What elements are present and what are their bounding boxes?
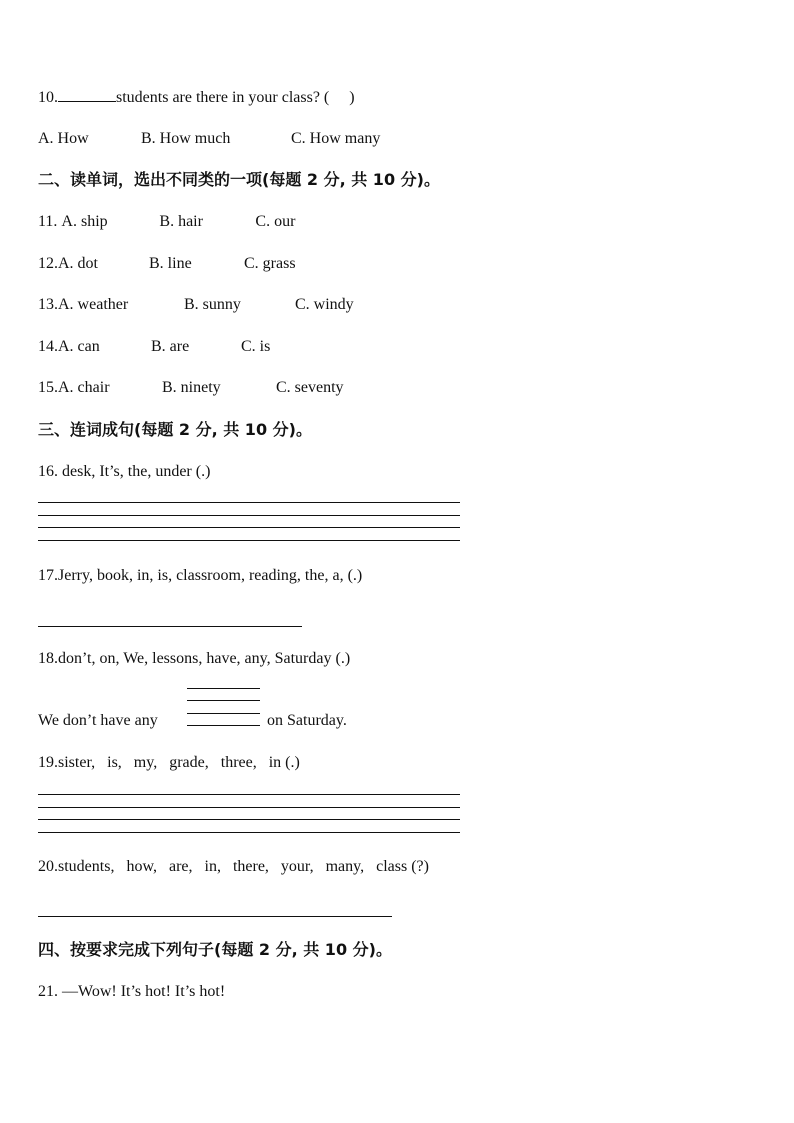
question-20: 20.students, how, are, in, there, your, many, class (?) <box>38 858 429 875</box>
answer-line[interactable] <box>38 502 460 503</box>
question-21: 21. —Wow! It’s hot! It’s hot! <box>38 983 226 1000</box>
question-15 <box>38 378 344 398</box>
option-c[interactable]: C. seventy <box>276 379 344 396</box>
option-b[interactable]: B. How much <box>141 130 231 147</box>
option-a[interactable]: A. ship <box>61 213 108 230</box>
answer-line[interactable] <box>187 713 260 714</box>
answer-line[interactable] <box>38 819 460 820</box>
question-18-answer-suffix: on Saturday. <box>267 712 347 729</box>
question-10 <box>38 87 355 108</box>
question-number: 13. <box>38 296 58 313</box>
option-a[interactable]: A. can <box>58 338 100 355</box>
answer-line[interactable] <box>38 832 460 833</box>
option-b[interactable]: B. are <box>151 338 190 355</box>
answer-line[interactable] <box>38 540 460 541</box>
option-a[interactable]: A. How <box>38 130 89 147</box>
option-c[interactable]: C. our <box>255 213 296 230</box>
answer-line[interactable] <box>38 626 302 627</box>
option-a[interactable]: A. chair <box>58 379 110 396</box>
question-19: 19.sister, is, my, grade, three, in (.) <box>38 754 300 771</box>
answer-line[interactable] <box>38 807 460 808</box>
answer-line[interactable] <box>187 700 260 701</box>
section-3-title: 三、连词成句(每题 2 分, 共 10 分)。 <box>38 420 312 439</box>
option-a[interactable]: A. weather <box>58 296 129 313</box>
question-18: 18.don’t, on, We, lessons, have, any, Saturday (.) <box>38 650 351 667</box>
option-c[interactable]: C. grass <box>244 255 296 272</box>
answer-line[interactable] <box>38 794 460 795</box>
answer-line[interactable] <box>187 688 260 689</box>
option-b[interactable]: B. sunny <box>184 296 241 313</box>
question-16: 16. desk, It’s, the, under (.) <box>38 463 211 480</box>
question-14 <box>38 337 270 357</box>
question-text: students are there in your class? ( ) <box>116 89 355 106</box>
question-number: 12. <box>38 255 58 272</box>
question-18-answer-prefix: We don’t have any <box>38 712 158 729</box>
question-13 <box>38 295 354 315</box>
question-12 <box>38 254 296 274</box>
question-number: 14. <box>38 338 58 355</box>
section-2-title: 二、读单词，选出不同类的一项(每题 2 分, 共 10 分)。 <box>38 170 440 189</box>
section-4-title: 四、按要求完成下列句子(每题 2 分, 共 10 分)。 <box>38 940 392 959</box>
question-number: 11. <box>38 213 62 230</box>
option-b[interactable]: B. ninety <box>162 379 221 396</box>
option-c[interactable]: C. How many <box>291 130 381 147</box>
question-number: 15. <box>38 379 58 396</box>
answer-line[interactable] <box>38 515 460 516</box>
question-17: 17.Jerry, book, in, is, classroom, reading, the, a, (.) <box>38 567 363 584</box>
option-b[interactable]: B. hair <box>159 213 203 230</box>
option-c[interactable]: C. windy <box>295 296 354 313</box>
answer-blank[interactable] <box>58 87 116 102</box>
question-10-options <box>38 129 380 149</box>
answer-line[interactable] <box>38 916 392 917</box>
option-c[interactable]: C. is <box>241 338 271 355</box>
answer-line[interactable] <box>187 725 260 726</box>
question-11 <box>38 212 295 232</box>
option-a[interactable]: A. dot <box>58 255 98 272</box>
question-number: 10. <box>38 89 58 106</box>
answer-line[interactable] <box>38 527 460 528</box>
option-b[interactable]: B. line <box>149 255 192 272</box>
